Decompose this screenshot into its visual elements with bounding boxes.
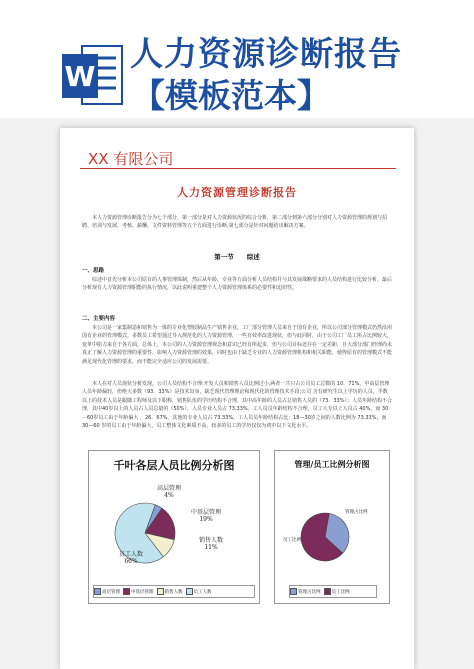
intro-paragraph: 本人力资源管理诊断报告分为七个部分，第一部分是对人力资源状况的综合分析，第二部分到第六部分分别对人力资源管理的规划与招聘、培训与发展、考核、薪酬、文件资料管理等五个方面进行诊断,第七部分是针对问题给出解决方案。 bbox=[82, 215, 388, 230]
chart2-legend bbox=[289, 585, 377, 598]
company-name: XX 有限公司 bbox=[88, 150, 174, 168]
chart2-label-staff: 员工比例 bbox=[283, 538, 301, 543]
svg-text:W: W bbox=[64, 60, 96, 93]
chart1-legend bbox=[93, 585, 255, 598]
document-sheet bbox=[60, 128, 414, 669]
chart-personnel-ratio bbox=[88, 450, 260, 604]
banner-title-line1: 人力资源诊断报告 bbox=[130, 34, 402, 73]
chart1-label-middle: 中基层管理 19% bbox=[191, 509, 222, 523]
word-icon bbox=[62, 40, 124, 110]
banner bbox=[0, 0, 474, 120]
legend-item: 员工人数 bbox=[186, 588, 212, 595]
header-rule bbox=[80, 168, 396, 169]
banner-title-line2: 【模板范本】 bbox=[132, 76, 330, 115]
chart1-label-staff: 员工人数 66% bbox=[119, 551, 144, 565]
content-paragraph: 本公司是一家集制造和销售为一体的专业化塑胶制品生产销售企业，工厂部分管理人员来自于国有企业，所以公司部分管理模式仍然沿用国有企业的管理模式。多数员工希望通过导入规范化的人力资源管理，一些有效率改进现状，但与此同时，由于公司工厂员工所占比例较大，变革中阻力来自于各方面，总体上，本公司的人力资源管理观念和意识已经有所起步，但与公司目标还存在一定差距，且大部分部门经理尚未真正了解人力资源管理的重要性，影响人力资源管理的效果，同时也由于缺乏专业的人力资源管理机构和相关职能，使得原有的管理模式不能满足现代化管理的要求，而不能完全适应公司的发展需要。 bbox=[82, 325, 393, 365]
legend-item: 管理占比例 bbox=[290, 588, 321, 595]
subheading-approach: 一、思路 bbox=[82, 268, 105, 274]
chart1-pie bbox=[89, 451, 259, 603]
legend-item: 中基层管理 bbox=[123, 588, 154, 595]
legend-item: 销售人数 bbox=[157, 588, 183, 595]
chart1-title: 千叶各层人员比例分析图 bbox=[113, 459, 235, 472]
chart1-label-senior: 高层管理 4% bbox=[157, 485, 182, 499]
document-title: 人力资源管理诊断报告 bbox=[177, 186, 297, 199]
chart-management-ratio bbox=[274, 450, 390, 604]
chart2-pie bbox=[275, 451, 389, 603]
legend-item: 高层管理 bbox=[94, 588, 120, 595]
analysis-paragraph: 本人在对人员现状分析发现，公司人员结构不合理:开发人员和销售人员比例过小,两者一共只占公司员工总数的 10．71%，中高层管理人员年龄偏轻，但绝大多数（93．33%）是技术出身，缺乏现代管理理论和现代化的管理技术手段;公司 含有研究生以上学历的人员，半数以上的技术人员是跟随工程师及以下职称，销售队伍的学历结构不合理，其中高年龄的人员占总销售人员的（73．33%）；人员年龄结构不合理，其中40岁以上的人员占人员总量的（50%），人员专业人员占 73.33%。工人员员年龄结构不合理，员工大专以上人员占 40%。而 30－60岁员工由于年龄偏大 ，26．67%。其他的专业人员占 73.33%，工人员员年龄结构占比：18—30岁之间的人数比例为 73.33%，而 30—60 岁的员工由于年龄偏大，员工整体文化素质不高，较多的员工的学历仅仅为初中以下文化水平。 bbox=[82, 381, 392, 430]
subheading-content: 二、主要内容 bbox=[82, 316, 116, 322]
section-title: 第一节 综述 bbox=[214, 253, 260, 261]
chart1-label-sales: 销售人数 11% bbox=[199, 537, 224, 551]
chart2-label-management: 管理占比例 bbox=[345, 510, 368, 515]
approach-paragraph: 综述中首先分析本公司原有的人事管理体制，然后从年龄、专业等方面分析人员结构并与其发展战略要求的人员结构进行比较分析，最后分析现有人力资源管理职能的执行情况，以此说明重建整个人力资源管理体系的必要性和迫切性。 bbox=[82, 277, 393, 292]
legend-item: 员工比例 bbox=[324, 588, 350, 595]
chart2-title: 管理/员工比例分析图 bbox=[294, 460, 370, 469]
